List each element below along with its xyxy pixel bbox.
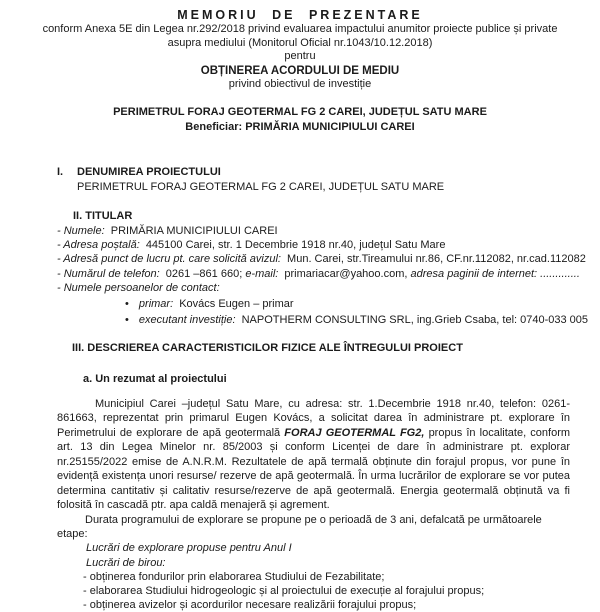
titular-name-line [57, 224, 570, 238]
section-1 [57, 165, 570, 194]
stage-title-line: Lucrări de explorare propuse pentru Anul I [86, 542, 292, 555]
bullet-icon: • [125, 314, 129, 327]
duration-line: Durata programului de explorare se propune pe o perioadă de 3 ani, defalcată pe următoarele etape: [57, 513, 542, 541]
titular-web-label: adresa paginii de internet: ............. [410, 267, 580, 280]
section-2 [57, 209, 589, 329]
contact-executant-value: NAPOTHERM CONSULTING SRL, ing.Grieb Csaba, tel: 0740-033 005 [241, 314, 589, 327]
contact-executant-label: executant investiție: [138, 314, 236, 327]
beneficiary-line: Beneficiar: PRIMĂRIA MUNICIPIULUI CAREI [185, 120, 415, 133]
summary-paragraph-project-name: FORAJ GEOTERMAL FG2, [284, 426, 425, 439]
contact-primar-value: Kovács Eugen – primar [179, 297, 294, 310]
titular-postal-line [57, 238, 570, 252]
titular-postal-label: - Adresa poștală: [57, 238, 140, 251]
project-title: PERIMETRUL FORAJ GEOTERMAL FG 2 CAREI, JUDEȚUL SATU MARE [113, 106, 487, 118]
header-subtitle-line1: conform Anexa 5E din Legea nr.292/2018 privind evaluarea impactului anumitor proiecte publice și private [42, 23, 558, 35]
subsection-a-heading: a. Un rezumat al proiectului [83, 373, 227, 386]
summary-paragraph [57, 397, 570, 513]
titular-worksite-value: Mun. Carei, str.Tireamului nr.86, CF.nr.112082, nr.cad.112082 [287, 253, 586, 266]
task-line-2: - elaborarea Studiului hidrogeologic și al proiectului de execuție al forajului propus; [83, 584, 485, 597]
titular-phone-value: 0261 –861 660; [165, 267, 243, 280]
document-title: MEMORIU DE PREZENTARE [177, 8, 423, 22]
summary-paragraph-part2: propus în localitate, conform art. 13 din Legea Minelor nr. 85/2003 și conform Licenței de dare în administrare pt. explorar nr.25155/2022 emise de A.N.R.M. Rezultatele de apă termală obținute din forajul propus, vor pune în evidență existența unori resurse/ rezerve de apă geotermală. În urma lucrărilor de explorare se vor putea determina cantitativ și calitativ resurse/rezerve de apă geotermală. Energia geotermală obținută va fi folosită în cascadă ptr. apa caldă menajeră și agrement. [57, 426, 571, 512]
stage-subtitle-line: Lucrări de birou: [86, 556, 166, 569]
titular-name-label: - Numele: [57, 224, 105, 237]
section-3-heading: III. DESCRIEREA CARACTERISTICILOR FIZICE ALE ÎNTREGULUI PROIECT [72, 341, 463, 354]
section-3 [57, 341, 570, 612]
titular-contacts-label: - Numele persoanelor de contact: [57, 282, 220, 295]
task-line-1: - obținerea fondurilor prin elaborarea Studiului de Fezabilitate; [83, 570, 385, 583]
header-connector: pentru [284, 50, 316, 62]
titular-postal-value: 445100 Carei, str. 1 Decembrie 1918 nr.40, județul Satu Mare [145, 238, 446, 251]
titular-worksite-line [57, 252, 586, 266]
header-purpose: OBȚINEREA ACORDULUI DE MEDIU [200, 64, 400, 77]
titular-worksite-label: - Adresă punct de lucru pt. care solicită avizul: [57, 253, 281, 266]
titular-email-value: primariacar@yahoo.com, [284, 267, 408, 280]
section-1-heading: DENUMIREA PROIECTULUI [77, 166, 221, 178]
contact-executant-line [125, 312, 589, 329]
task-line-3-clipped: - obținerea avizelor și acordurilor necesare realizării forajului propus; [83, 599, 417, 612]
section-1-number: I. [57, 166, 64, 178]
header-subtitle-line2: asupra mediului (Monitorul Oficial nr.1043/10.12.2018) [167, 36, 433, 49]
bullet-icon: • [125, 297, 129, 310]
titular-phone-line [57, 267, 580, 281]
titular-phone-label: - Numărul de telefon: [57, 267, 160, 280]
document-header [0, 8, 600, 134]
section-1-body: PERIMETRUL FORAJ GEOTERMAL FG 2 CAREI, JUDEȚUL SATU MARE [77, 180, 445, 193]
section-2-heading: II. TITULAR [73, 210, 133, 222]
summary-paragraph-part1: Municipiul Carei –județul Satu Mare, cu adresa: str. 1.Decembrie 1918 nr.40, telefon: 0261-861663, reprezentat prin primarul Eugen Kovács, a solicitat darea în administrare pt. explorare în Perimetrului de explorare de apă geotermală [57, 397, 570, 439]
contact-primar-line [125, 296, 570, 313]
titular-name-value: PRIMĂRIA MUNICIPIULUI CAREI [110, 224, 278, 237]
header-purpose-sub: privind obiectivul de investiție [228, 77, 372, 90]
titular-email-label: e-mail: [245, 267, 279, 280]
contact-primar-label: primar: [138, 297, 174, 310]
